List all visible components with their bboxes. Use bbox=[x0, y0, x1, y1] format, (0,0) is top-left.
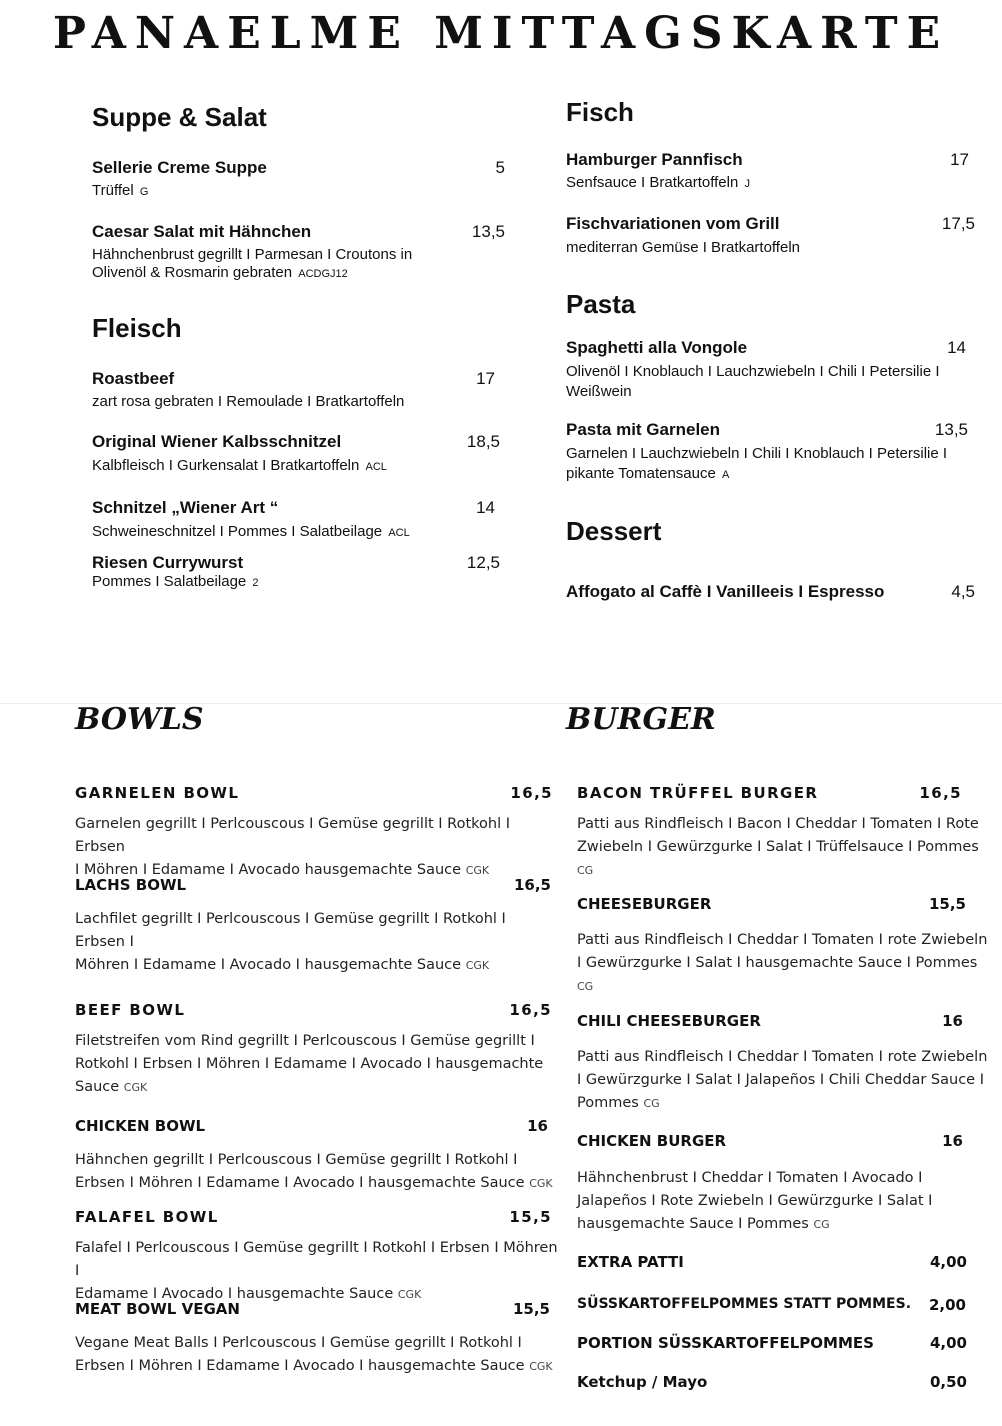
item-price: 14 bbox=[947, 338, 966, 357]
item-name: Fischvariationen vom Grill bbox=[566, 214, 780, 233]
allergen-code: CGK bbox=[529, 1360, 553, 1373]
item-price: 15,5 bbox=[928, 895, 966, 913]
menu-item bbox=[566, 150, 971, 194]
item-name: MEAT BOWL VEGAN bbox=[75, 1300, 240, 1318]
menu-item bbox=[92, 369, 502, 413]
allergen-code: CG bbox=[643, 1097, 660, 1110]
menu-item bbox=[92, 498, 502, 542]
menu-item bbox=[75, 1001, 552, 1101]
item-price: 16,5 bbox=[509, 1001, 552, 1019]
item-name: PORTION SÜSSKARTOFFELPOMMES bbox=[577, 1334, 874, 1352]
menu-item bbox=[566, 420, 968, 484]
menu-item bbox=[75, 876, 551, 973]
allergen-code: ACDGJ12 bbox=[298, 268, 348, 280]
item-name: Ketchup / Mayo bbox=[577, 1373, 708, 1391]
item-price: 16,5 bbox=[513, 876, 551, 894]
item-price: 16 bbox=[527, 1117, 548, 1135]
item-price: 4,00 bbox=[929, 1253, 967, 1271]
section-heading-pasta: Pasta bbox=[566, 289, 636, 319]
allergen-code: CGK bbox=[529, 1177, 553, 1190]
extra-item bbox=[577, 1334, 967, 1356]
item-description: Hähnchenbrust I Cheddar I Tomaten I Avocado I Jalapeños I Rote Zwiebeln I Gewürzgurke I Salat I hausgemachte Sauce I Pommes CG bbox=[577, 1170, 933, 1232]
item-price: 17 bbox=[950, 150, 969, 169]
menu-item bbox=[577, 895, 988, 995]
allergen-code: G bbox=[139, 186, 149, 198]
item-name: Riesen Currywurst bbox=[92, 553, 244, 572]
item-price: 15,5 bbox=[509, 1208, 552, 1226]
menu-item bbox=[92, 158, 507, 208]
item-description: Garnelen gegrillt I Perlcouscous I Gemüse gegrillt I Rotkohl I Erbsen I Möhren I Edamame I Avocado hausgemachte Sauce CGK bbox=[75, 816, 510, 878]
section-heading-burger: BURGER bbox=[566, 702, 716, 737]
item-name: GARNELEN BOWL bbox=[75, 784, 240, 802]
item-price: 18,5 bbox=[466, 432, 500, 451]
item-price: 5 bbox=[495, 158, 505, 177]
menu-item bbox=[577, 784, 979, 884]
allergen-code: CGK bbox=[397, 1288, 422, 1301]
item-price: 16,5 bbox=[919, 784, 962, 802]
section-heading-bowls: BOWLS bbox=[75, 702, 204, 737]
item-name: Roastbeef bbox=[92, 369, 175, 388]
allergen-code: A bbox=[722, 469, 730, 481]
item-price: 16,5 bbox=[510, 784, 553, 802]
item-description: Hähnchenbrust gegrillt I Parmesan I Croutons in Olivenöl & Rosmarin gebraten ACDGJ12 bbox=[92, 246, 413, 281]
item-description: Garnelen I Lauchzwiebeln I Chili I Knoblauch I Petersilie I pikante Tomatensauce A bbox=[566, 445, 948, 482]
item-name: CHEESEBURGER bbox=[577, 895, 712, 913]
item-description: Patti aus Rindfleisch I Cheddar I Tomaten I rote Zwiebeln I Gewürzgurke I Salat I Jalapeños I Chili Cheddar Sauce I Pommes CG bbox=[577, 1049, 988, 1111]
allergen-code: ACL bbox=[365, 461, 387, 473]
extra-item bbox=[577, 1373, 967, 1395]
allergen-code: CGK bbox=[123, 1081, 148, 1094]
item-description: Filetstreifen vom Rind gegrillt I Perlcouscous I Gemüse gegrillt I Rotkohl I Erbsen I Möhren I Edamame I Avocado I hausgemachte Sauce CGK bbox=[75, 1033, 544, 1095]
item-description: Olivenöl I Knoblauch I Lauchzwiebeln I Chili I Petersilie I Weißwein bbox=[566, 363, 940, 400]
item-name: BEEF BOWL bbox=[75, 1001, 186, 1019]
menu-item bbox=[566, 338, 966, 400]
menu-item bbox=[75, 1300, 553, 1380]
allergen-code: ACL bbox=[388, 527, 410, 539]
menu-item bbox=[566, 582, 975, 606]
item-description: Hähnchen gegrillt I Perlcouscous I Gemüse gegrillt I Rotkohl I Erbsen I Möhren I Edamame I Avocado I hausgemachte Sauce CGK bbox=[75, 1152, 553, 1191]
item-name: Affogato al Caffè I Vanilleeis I Espresso bbox=[566, 582, 885, 601]
item-price: 15,5 bbox=[512, 1300, 550, 1318]
item-description: Patti aus Rindfleisch I Bacon I Cheddar I Tomaten I Rote Zwiebeln I Gewürzgurke I Salat I Trüffelsauce I Pommes CG bbox=[577, 813, 987, 882]
menu-item bbox=[92, 222, 507, 284]
item-price: 14 bbox=[476, 498, 495, 517]
item-price: 17,5 bbox=[941, 214, 975, 233]
item-description: mediterran Gemüse I Bratkartoffeln bbox=[566, 239, 800, 256]
menu-item bbox=[577, 1132, 963, 1242]
item-price: 0,50 bbox=[929, 1373, 967, 1391]
section-heading-dessert: Dessert bbox=[566, 516, 662, 546]
section-heading-fisch: Fisch bbox=[566, 97, 634, 127]
allergen-code: CG bbox=[813, 1218, 830, 1231]
item-name: CHICKEN BURGER bbox=[577, 1132, 727, 1150]
menu-item bbox=[75, 1117, 553, 1197]
allergen-code: CGK bbox=[465, 959, 490, 972]
item-price: 4,00 bbox=[929, 1334, 967, 1352]
item-description: Falafel I Perlcouscous I Gemüse gegrillt I Rotkohl I Erbsen I Möhren I Edamame I Avocado I hausgemachte Sauce CGK bbox=[75, 1240, 558, 1302]
item-name: Schnitzel „Wiener Art “ bbox=[92, 498, 279, 517]
extra-item bbox=[577, 1296, 966, 1318]
item-name: Hamburger Pannfisch bbox=[566, 150, 743, 169]
item-name: CHICKEN BOWL bbox=[75, 1117, 206, 1135]
item-description: Pommes I Salatbeilage 2 bbox=[92, 573, 259, 590]
item-price: 17 bbox=[476, 369, 495, 388]
item-name: SÜSSKARTOFFELPOMMES STATT POMMES. bbox=[577, 1296, 912, 1312]
item-description: Kalbfleisch I Gurkensalat I Bratkartoffeln ACL bbox=[92, 457, 387, 474]
item-name: LACHS BOWL bbox=[75, 876, 187, 894]
menu-item bbox=[577, 1012, 988, 1112]
menu-item bbox=[75, 1208, 558, 1302]
item-name: Spaghetti alla Vongole bbox=[566, 338, 748, 357]
allergen-code: CG bbox=[577, 864, 594, 877]
menu-title: PANAELME MITTAGSKARTE bbox=[52, 8, 950, 59]
allergen-code: J bbox=[744, 178, 750, 190]
item-description: Lachfilet gegrillt I Perlcouscous I Gemüse gegrillt I Rotkohl I Erbsen I Möhren I Edamame I Avocado I hausgemachte Sauce CGK bbox=[75, 911, 506, 973]
allergen-code: CGK bbox=[465, 864, 490, 877]
extra-item bbox=[577, 1253, 967, 1275]
section-heading-fleisch: Fleisch bbox=[92, 313, 182, 343]
item-name: Caesar Salat mit Hähnchen bbox=[92, 222, 312, 241]
item-description: Schweineschnitzel I Pommes I Salatbeilage ACL bbox=[92, 523, 410, 540]
item-name: FALAFEL BOWL bbox=[75, 1208, 219, 1226]
menu-item bbox=[566, 214, 975, 258]
item-description: Patti aus Rindfleisch I Cheddar I Tomaten I rote Zwiebeln I Gewürzgurke I Salat I hausgemachte Sauce I Pommes CG bbox=[577, 929, 992, 998]
item-description: Senfsauce I Bratkartoffeln J bbox=[566, 174, 750, 191]
item-price: 2,00 bbox=[928, 1296, 966, 1314]
item-name: CHILI CHEESEBURGER bbox=[577, 1012, 761, 1030]
section-heading-suppe: Suppe & Salat bbox=[92, 102, 267, 132]
allergen-code: CG bbox=[577, 980, 594, 993]
item-price: 4,5 bbox=[951, 582, 975, 601]
item-name: Original Wiener Kalbsschnitzel bbox=[92, 432, 342, 451]
item-description: Vegane Meat Balls I Perlcouscous I Gemüse gegrillt I Rotkohl I Erbsen I Möhren I Edamame I Avocado I hausgemachte Sauce CGK bbox=[75, 1335, 553, 1374]
item-price: 12,5 bbox=[466, 553, 500, 572]
item-price: 16 bbox=[942, 1012, 963, 1030]
item-name: BACON TRÜFFEL BURGER bbox=[577, 784, 819, 802]
allergen-code: 2 bbox=[252, 577, 259, 589]
item-price: 13,5 bbox=[471, 222, 505, 241]
item-name: Pasta mit Garnelen bbox=[566, 420, 721, 439]
item-description: zart rosa gebraten I Remoulade I Bratkartoffeln bbox=[92, 393, 405, 410]
menu-item bbox=[92, 553, 502, 597]
menu-item bbox=[92, 432, 502, 476]
item-description: Trüffel G bbox=[92, 182, 149, 199]
item-price: 16 bbox=[942, 1132, 963, 1150]
item-name: Sellerie Creme Suppe bbox=[92, 158, 267, 177]
item-name: EXTRA PATTI bbox=[577, 1253, 684, 1271]
item-price: 13,5 bbox=[934, 420, 968, 439]
menu-item bbox=[75, 784, 553, 878]
